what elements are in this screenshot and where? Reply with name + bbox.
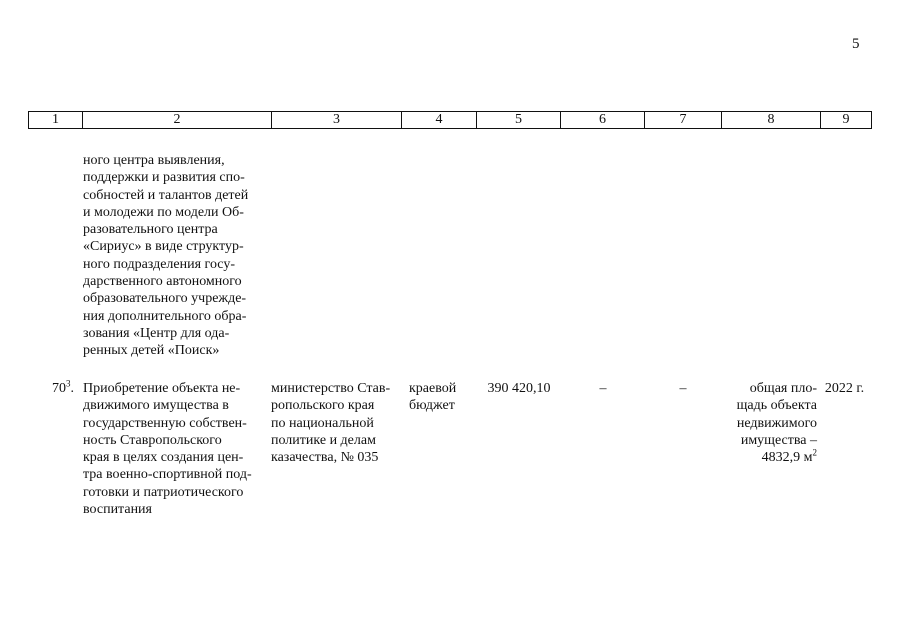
description-line: движимого имущества в bbox=[83, 398, 229, 414]
funding-line: бюджет bbox=[409, 398, 455, 414]
capacity-area bbox=[722, 449, 817, 466]
responsible-ministry bbox=[271, 380, 401, 466]
description-line: ния дополнительного обра- bbox=[83, 308, 247, 324]
description-line: «Сириус» в виде структур- bbox=[83, 239, 244, 255]
header-cell-8: 8 bbox=[722, 112, 821, 129]
description-line: зования «Центр для ода- bbox=[83, 325, 230, 341]
row-number-superscript: 3 bbox=[66, 378, 71, 389]
completion-year: 2022 г. bbox=[824, 381, 865, 396]
header-cell-4: 4 bbox=[402, 112, 477, 129]
area-unit-superscript: 2 bbox=[812, 447, 817, 458]
row-number bbox=[40, 380, 74, 397]
description-line: края в целях создания цен- bbox=[83, 450, 244, 466]
ministry-line: по национальной bbox=[271, 415, 374, 431]
header-cell-2: 2 bbox=[83, 112, 272, 129]
header-cell-6: 6 bbox=[561, 112, 645, 129]
funding-source bbox=[409, 380, 471, 415]
ministry-line: казачества, № 035 bbox=[271, 450, 379, 466]
description-line: собностей и талантов детей bbox=[83, 187, 249, 203]
column-6-dash: – bbox=[599, 381, 607, 396]
description-line: дарственного автономного bbox=[83, 274, 242, 290]
ministry-line: министерство Став- bbox=[271, 381, 391, 396]
header-cell-1: 1 bbox=[29, 112, 83, 129]
description-line: разовательного центра bbox=[83, 222, 218, 238]
header-cell-7: 7 bbox=[645, 112, 722, 129]
column-7-dash: – bbox=[679, 381, 687, 396]
page-number: 5 bbox=[852, 36, 860, 52]
column-number-header bbox=[28, 111, 872, 129]
row-number-base: 70 bbox=[52, 381, 66, 396]
capacity-line: щадь объекта bbox=[736, 398, 817, 414]
description-line: Приобретение объекта не- bbox=[83, 381, 241, 396]
description-line: государственную собствен- bbox=[83, 415, 247, 431]
description-line: готовки и патриотического bbox=[83, 484, 244, 500]
description-line: ного подразделения госу- bbox=[83, 256, 235, 272]
area-value: 4832,9 м bbox=[761, 450, 813, 466]
continued-description bbox=[83, 152, 264, 360]
description-line: ренных детей «Поиск» bbox=[83, 343, 220, 359]
ministry-line: политике и делам bbox=[271, 432, 376, 448]
object-description bbox=[83, 380, 264, 518]
ministry-line: ропольского края bbox=[271, 398, 375, 414]
capacity-description bbox=[722, 380, 817, 466]
description-line: поддержки и развития спо- bbox=[83, 170, 245, 186]
header-cell-5: 5 bbox=[477, 112, 561, 129]
description-line: ность Ставропольского bbox=[83, 432, 222, 448]
funding-line: краевой bbox=[409, 381, 457, 396]
capacity-line: имущества – bbox=[740, 432, 817, 448]
header-cell-3: 3 bbox=[272, 112, 402, 129]
description-line: образовательного учрежде- bbox=[83, 291, 247, 307]
row-number-suffix: . bbox=[70, 381, 74, 396]
description-line: ного центра выявления, bbox=[83, 153, 225, 168]
capacity-line: недвижимого bbox=[736, 415, 817, 431]
description-line: воспитания bbox=[83, 502, 152, 518]
amount-value: 390 420,10 bbox=[487, 381, 551, 396]
header-cell-9: 9 bbox=[821, 112, 872, 129]
capacity-line: общая пло- bbox=[749, 381, 817, 396]
description-line: тра военно-спортивной под- bbox=[83, 467, 252, 483]
description-line: и молодежи по модели Об- bbox=[83, 204, 244, 220]
